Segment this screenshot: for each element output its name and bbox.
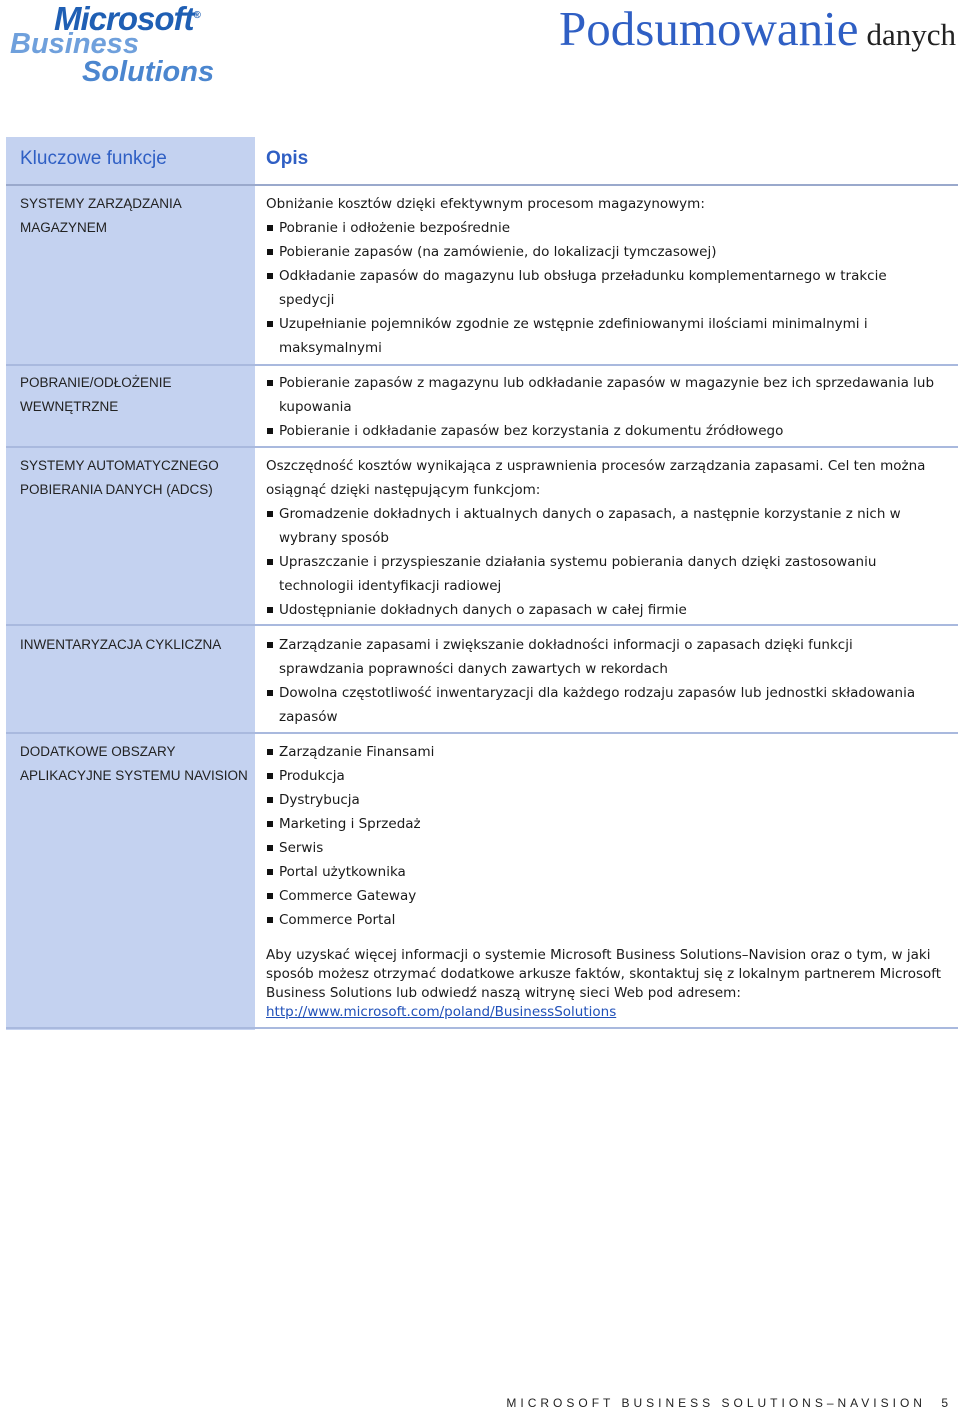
header-divider [6,184,958,186]
list-item: Gromadzenie dokładnych i aktualnych danych o zapasach, a następnie korzystanie z nich w wybrany sposób [266,502,956,550]
list-item: Portal użytkownika [266,860,956,884]
feature-adcs: SYSTEMY AUTOMATYCZNEGO POBIERANIA DANYCH (ADCS) [20,458,219,497]
row-divider [6,364,958,366]
list-item: Pobieranie zapasów z magazynu lub odkładanie zapasów w magazynie bez ich sprzedawania lub kupowania [266,371,956,419]
page-title-secondary: danych [866,17,956,52]
list-item: Upraszczanie i przyspieszanie działania systemu pobierania danych dzięki zastosowaniu technologii identyfikacji radiowej [266,550,956,598]
row-divider [6,446,958,448]
section-intro: Oszczędność kosztów wynikająca z usprawnienia procesów zarządzania zapasami. Cel ten można osiągnąć dzięki następującym funkcjom: [266,458,926,498]
table-bottom-divider [6,1027,958,1029]
list-item: Produkcja [266,764,956,788]
feature-internal-pick-putaway: POBRANIE/ODŁOŻENIE WEWNĘTRZNE [20,375,172,414]
feature-additional-areas: DODATKOWE OBSZARY APLIKACYJNE SYSTEMU NAVISION [20,744,248,783]
list-item: Pobieranie zapasów (na zamówienie, do lokalizacji tymczasowej) [266,240,956,264]
page-title-main: Podsumowanie [559,1,859,56]
list-item: Serwis [266,836,956,860]
website-link[interactable]: http://www.microsoft.com/poland/BusinessSolutions [266,1004,617,1020]
logo-microsoft-text: Microsoft® [54,0,200,37]
list-item: Dystrybucja [266,788,956,812]
description-cycle-counting [266,633,956,729]
list-item: Dowolna częstotliwość inwentaryzacji dla każdego rodzaju zapasów lub jednostki składowania zapasów [266,681,956,729]
list-item: Pobieranie i odkładanie zapasów bez korzystania z dokumentu źródłowego [266,419,956,443]
list-item: Zarządzanie Finansami [266,740,956,764]
page-footer [506,1396,952,1410]
description-column-header: Opis [266,148,309,169]
footer-text: MICROSOFT BUSINESS SOLUTIONS–NAVISION [506,1396,926,1410]
feature-cycle-counting: INWENTARYZACJA CYKLICZNA [20,637,222,652]
description-internal-pick-putaway [266,371,956,443]
description-adcs [266,454,956,622]
list-item: Marketing i Sprzedaż [266,812,956,836]
logo-business-solutions-text: Business Solutions [10,28,215,88]
row-divider [6,732,958,734]
list-item: Commerce Gateway [266,884,956,908]
feature-warehouse-management: SYSTEMY ZARZĄDZANIA MAGAZYNEM [20,196,182,235]
features-column-header: Kluczowe funkcje [20,148,167,169]
page-title [559,0,956,57]
feature-column-background [6,137,255,1030]
contact-paragraph [266,946,956,1022]
list-item: Odkładanie zapasów do magazynu lub obsługa przeładunku komplementarnego w trakcie spedycji [266,264,956,312]
list-item: Pobranie i odłożenie bezpośrednie [266,216,956,240]
section-intro: Obniżanie kosztów dzięki efektywnym procesom magazynowym: [266,196,705,212]
contact-text: Aby uzyskać więcej informacji o systemie Microsoft Business Solutions–Navision oraz o tym, w jaki sposób możesz otrzymać dodatkowe arkusze faktów, skontaktuj się z lokalnym partnerem Microsoft Business Solutions lub odwiedź naszą witrynę sieci Web pod adresem: [266,947,942,1001]
description-additional-areas [266,740,956,932]
list-item: Commerce Portal [266,908,956,932]
row-divider [6,624,958,626]
list-item: Udostępnianie dokładnych danych o zapasach w całej firmie [266,598,956,622]
list-item: Uzupełnianie pojemników zgodnie ze wstępnie zdefiniowanymi ilościami minimalnymi i maksymalnymi [266,312,956,360]
list-item: Zarządzanie zapasami i zwiększanie dokładności informacji o zapasach dzięki funkcji sprawdzania poprawności danych zawartych w rekordach [266,633,956,681]
description-warehouse-management [266,192,956,360]
page-number: 5 [941,1396,952,1410]
microsoft-business-solutions-logo [10,2,230,88]
